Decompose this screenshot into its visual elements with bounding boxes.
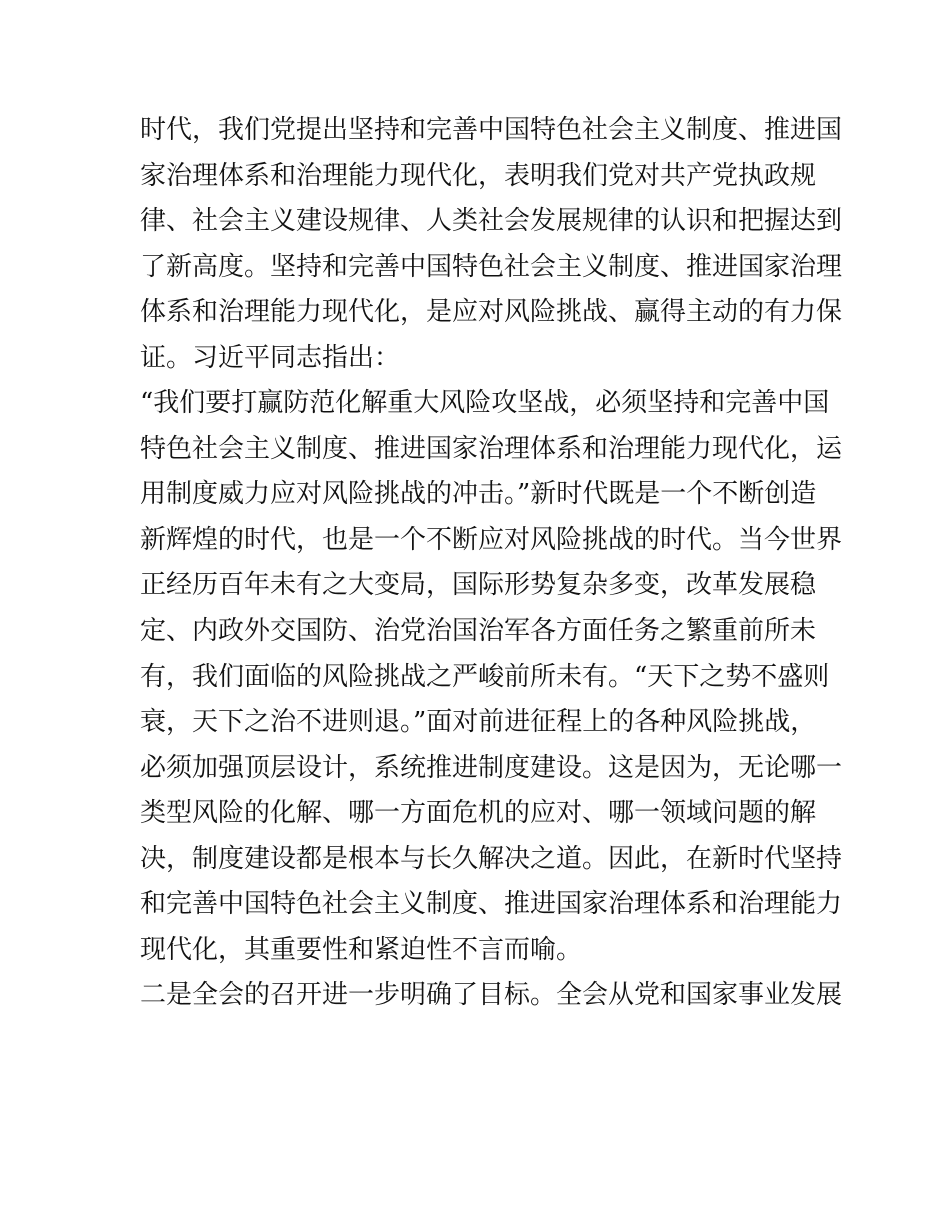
text-line: 证。习近平同志指出：	[140, 342, 401, 373]
text-line: 特色社会主义制度、推进国家治理体系和治理能力现代化，运	[140, 433, 843, 464]
text-line: 二是全会的召开进一步明确了目标。全会从党和国家事业发展	[140, 980, 843, 1011]
text-line: 必须加强顶层设计，系统推进制度建设。这是因为，无论哪一	[140, 752, 843, 783]
text-line: 正经历百年未有之大变局，国际形势复杂多变，改革发展稳	[140, 570, 817, 601]
text-line: 用制度威力应对风险挑战的冲击。”新时代既是一个不断创造	[140, 479, 817, 510]
text-line: 决，制度建设都是根本与长久解决之道。因此，在新时代坚持	[140, 843, 843, 874]
text-line: 有，我们面临的风险挑战之严峻前所未有。“天下之势不盛则	[140, 661, 830, 692]
text-line: 和完善中国特色社会主义制度、推进国家治理体系和治理能力	[140, 889, 843, 920]
text-line: 现代化，其重要性和紧迫性不言而喻。	[140, 934, 583, 965]
body-text	[140, 108, 843, 1019]
text-line: 时代，我们党提出坚持和完善中国特色社会主义制度、推进国	[140, 115, 843, 145]
text-line: 类型风险的化解、哪一方面危机的应对、哪一领域问题的解	[140, 798, 817, 829]
text-line: 了新高度。坚持和完善中国特色社会主义制度、推进国家治理	[140, 251, 843, 282]
text-line: “我们要打赢防范化解重大风险攻坚战，必须坚持和完善中国	[140, 388, 830, 419]
text-line: 律、社会主义建设规律、人类社会发展规律的认识和把握达到	[140, 206, 843, 237]
text-line: 新辉煌的时代，也是一个不断应对风险挑战的时代。当今世界	[140, 524, 843, 555]
text-line: 定、内政外交国防、治党治国治军各方面任务之繁重前所未	[140, 616, 817, 647]
text-line: 家治理体系和治理能力现代化，表明我们党对共产党执政规	[140, 160, 817, 191]
text-line: 体系和治理能力现代化，是应对风险挑战、赢得主动的有力保	[140, 297, 843, 328]
text-line: 衰，天下之治不进则退。”面对前进征程上的各种风险挑战，	[140, 707, 817, 738]
